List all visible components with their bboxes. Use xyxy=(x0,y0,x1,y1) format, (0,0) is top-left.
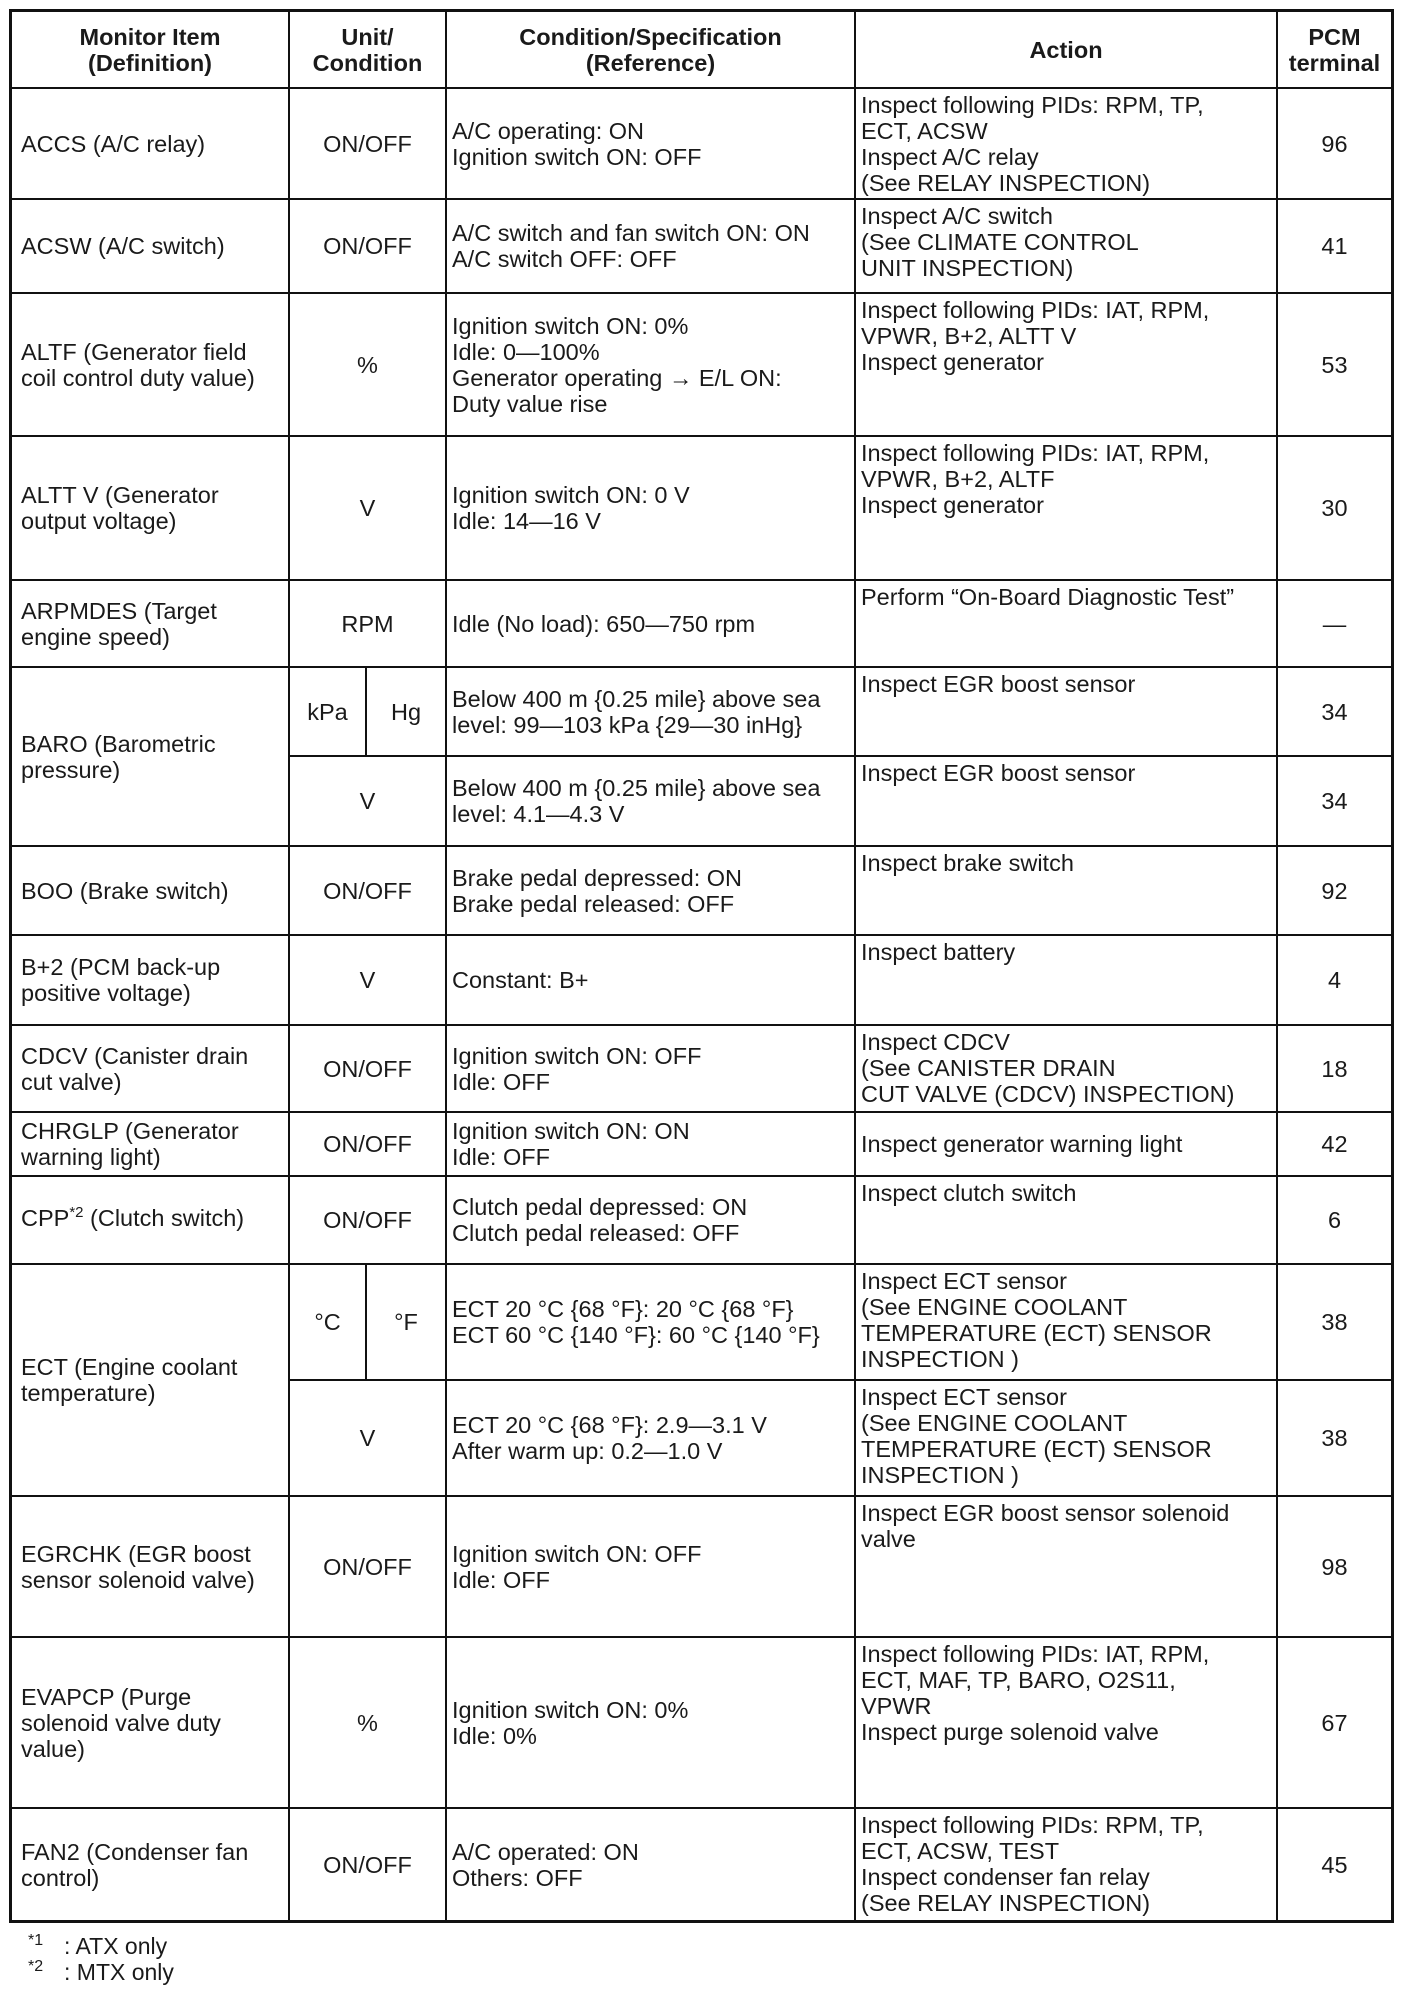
cdcv-action: Inspect CDCV (See CANISTER DRAIN CUT VALVE (CDCV) INSPECTION) xyxy=(861,1029,1235,1107)
cpp-terminal: 6 xyxy=(1327,1207,1342,1233)
fan2-unit: ON/OFF xyxy=(323,1851,412,1878)
arpmdes-terminal: — xyxy=(1322,610,1347,637)
accs-condition: A/C operating: ON Ignition switch ON: OFF xyxy=(452,117,702,170)
egrchk-action: Inspect EGR boost sensor solenoid valve xyxy=(861,1500,1230,1552)
b-plus-2-unit: V xyxy=(359,967,376,993)
table-cell xyxy=(367,668,445,755)
table-cell xyxy=(1278,936,1391,1024)
header-condition-specification: Condition/Specification (Reference) xyxy=(519,23,782,76)
ect-temp-action: Inspect ECT sensor (See ENGINE COOLANT TEMPERATURE (ECT) SENSOR INSPECTION ) xyxy=(861,1268,1212,1372)
table-cell xyxy=(12,1177,288,1263)
acsw-unit: ON/OFF xyxy=(323,233,412,259)
header-cell xyxy=(1278,12,1391,87)
footnote-1-mark: *1 xyxy=(28,1932,44,1949)
table-cell xyxy=(12,581,288,666)
egrchk-condition: Ignition switch ON: OFF Idle: OFF xyxy=(452,1540,702,1593)
ect-v-condition: ECT 20 °C {68 °F}: 2.9—3.1 V After warm up: 0.2—1.0 V xyxy=(452,1412,767,1464)
altt-v-terminal: 30 xyxy=(1321,495,1348,521)
table-cell xyxy=(856,1638,1276,1807)
table-cell xyxy=(856,581,1276,666)
monitor-item-table xyxy=(9,9,1394,1923)
table-cell xyxy=(290,581,445,666)
acsw-condition: A/C switch and fan switch ON: ON A/C switch OFF: OFF xyxy=(452,220,810,272)
table-cell xyxy=(290,294,445,435)
baro-v-action: Inspect EGR boost sensor xyxy=(861,760,1136,786)
table-cell xyxy=(856,668,1276,755)
table-cell xyxy=(1278,200,1391,292)
table-cell xyxy=(1278,1265,1391,1379)
table-cell xyxy=(1278,437,1391,579)
fan2-condition: A/C operated: ON Others: OFF xyxy=(452,1838,639,1891)
header-action: Action xyxy=(1029,36,1103,63)
table-cell xyxy=(447,1381,854,1495)
table-cell xyxy=(290,757,445,845)
arpmdes-unit: RPM xyxy=(341,610,394,637)
footnote-2-text: : MTX only xyxy=(64,1959,174,1985)
table-cell xyxy=(447,757,854,845)
table-cell xyxy=(290,1497,445,1636)
table-cell xyxy=(1278,668,1391,755)
b-plus-2-item: B+2 (PCM back-up positive voltage) xyxy=(21,954,221,1006)
table-cell xyxy=(856,757,1276,845)
table-cell xyxy=(12,294,288,435)
table-cell xyxy=(447,89,854,198)
chrglp-item: CHRGLP (Generator warning light) xyxy=(21,1118,239,1170)
chrglp-terminal: 42 xyxy=(1321,1131,1348,1157)
cdcv-unit: ON/OFF xyxy=(323,1055,412,1082)
table-cell xyxy=(1278,1381,1391,1495)
ect-v-action: Inspect ECT sensor (See ENGINE COOLANT TEMPERATURE (ECT) SENSOR INSPECTION ) xyxy=(861,1384,1212,1488)
cpp-unit: ON/OFF xyxy=(323,1207,412,1233)
table-cell xyxy=(447,294,854,435)
table-cell xyxy=(856,437,1276,579)
baro-v-terminal: 34 xyxy=(1321,788,1348,814)
table-cell xyxy=(447,1177,854,1263)
acsw-item: ACSW (A/C switch) xyxy=(21,233,225,259)
ect-v-terminal: 38 xyxy=(1321,1425,1348,1451)
ect-unit-v: V xyxy=(359,1425,376,1451)
table-cell xyxy=(1278,581,1391,666)
footnote-2-mark: *2 xyxy=(28,1958,44,1975)
ect-unit-fahrenheit: °F xyxy=(394,1309,418,1335)
header-cell xyxy=(856,12,1276,87)
accs-unit: ON/OFF xyxy=(323,130,412,157)
accs-action: Inspect following PIDs: RPM, TP, ECT, ACSW Inspect A/C relay (See RELAY INSPECTION) xyxy=(861,92,1204,196)
accs-terminal: 96 xyxy=(1321,130,1348,157)
arpmdes-action: Perform “On-Board Diagnostic Test” xyxy=(861,584,1235,610)
table-cell xyxy=(12,1497,288,1636)
table-cell xyxy=(12,89,288,198)
footnotes xyxy=(28,1933,174,1985)
baro-kpa-terminal: 34 xyxy=(1321,698,1348,725)
table-cell xyxy=(12,1809,288,1920)
ect-temp-condition: ECT 20 °C {68 °F}: 20 °C {68 °F} ECT 60 °C {140 °F}: 60 °C {140 °F} xyxy=(452,1296,820,1348)
header-cell xyxy=(447,12,854,87)
table-cell xyxy=(1278,1177,1391,1263)
table-cell xyxy=(290,89,445,198)
chrglp-condition: Ignition switch ON: ON Idle: OFF xyxy=(452,1118,690,1170)
egrchk-item: EGRCHK (EGR boost sensor solenoid valve) xyxy=(21,1540,255,1593)
table-cell xyxy=(856,1026,1276,1111)
table-cell xyxy=(447,200,854,292)
table-cell xyxy=(290,437,445,579)
footnote-2 xyxy=(28,1959,174,1985)
cdcv-condition: Ignition switch ON: OFF Idle: OFF xyxy=(452,1042,702,1095)
arpmdes-condition: Idle (No load): 650—750 rpm xyxy=(452,610,756,637)
cdcv-item: CDCV (Canister drain cut valve) xyxy=(21,1042,249,1095)
header-cell xyxy=(12,12,288,87)
header-unit-condition: Unit/ Condition xyxy=(312,23,423,76)
boo-action: Inspect brake switch xyxy=(861,850,1074,876)
baro-unit-kpa: kPa xyxy=(307,698,348,725)
table-cell xyxy=(290,668,365,755)
table-cell xyxy=(447,1026,854,1111)
table-cell xyxy=(447,1638,854,1807)
baro-item: BARO (Barometric pressure) xyxy=(21,730,216,783)
chrglp-action: Inspect generator warning light xyxy=(861,1131,1183,1157)
table-cell xyxy=(447,668,854,755)
cpp-condition: Clutch pedal depressed: ON Clutch pedal released: OFF xyxy=(452,1194,748,1246)
egrchk-unit: ON/OFF xyxy=(323,1553,412,1580)
table-cell xyxy=(856,1177,1276,1263)
ect-unit-celsius: °C xyxy=(314,1309,341,1335)
table-cell xyxy=(290,936,445,1024)
fan2-item: FAN2 (Condenser fan control) xyxy=(21,1838,249,1891)
footnote-1-text: : ATX only xyxy=(64,1933,168,1959)
table-cell xyxy=(856,1265,1276,1379)
cpp-item-prefix: CPP xyxy=(21,1205,70,1231)
b-plus-2-action: Inspect battery xyxy=(861,939,1016,965)
altf-item: ALTF (Generator field coil control duty value) xyxy=(21,338,255,391)
table-cell xyxy=(12,1113,288,1175)
table-cell xyxy=(12,1026,288,1111)
header-cell xyxy=(290,12,445,87)
baro-unit-hg: Hg xyxy=(390,698,422,725)
table-cell xyxy=(447,437,854,579)
table-cell xyxy=(12,437,288,579)
table-cell xyxy=(856,294,1276,435)
evapcp-action: Inspect following PIDs: IAT, RPM, ECT, MAF, TP, BARO, O2S11, VPWR Inspect purge solenoid valve xyxy=(861,1641,1210,1745)
table-cell xyxy=(1278,1638,1391,1807)
evapcp-terminal: 67 xyxy=(1321,1709,1348,1736)
table-cell xyxy=(1278,1026,1391,1111)
table-cell xyxy=(1278,294,1391,435)
table-cell xyxy=(447,847,854,934)
table-cell xyxy=(290,1381,445,1495)
fan2-action: Inspect following PIDs: RPM, TP, ECT, ACSW, TEST Inspect condenser fan relay (See RELAY INSPECTION) xyxy=(861,1812,1204,1916)
altt-v-item: ALTT V (Generator output voltage) xyxy=(21,482,219,534)
table-cell xyxy=(12,1265,288,1495)
altf-condition: Ignition switch ON: 0% Idle: 0—100% Generator operating → E/L ON: Duty value rise xyxy=(452,312,782,417)
cpp-item xyxy=(21,1205,244,1235)
acsw-terminal: 41 xyxy=(1321,233,1348,259)
altt-v-action: Inspect following PIDs: IAT, RPM, VPWR, B+2, ALTF Inspect generator xyxy=(861,440,1210,518)
ect-temp-terminal: 38 xyxy=(1321,1309,1348,1335)
table-cell xyxy=(12,936,288,1024)
altf-action: Inspect following PIDs: IAT, RPM, VPWR, B+2, ALTT V Inspect generator xyxy=(861,297,1210,375)
table-cell xyxy=(1278,847,1391,934)
table-cell xyxy=(447,936,854,1024)
header-monitor-item: Monitor Item (Definition) xyxy=(79,23,221,76)
table-cell xyxy=(1278,89,1391,198)
baro-v-condition: Below 400 m {0.25 mile} above sea level: 4.1—4.3 V xyxy=(452,775,821,827)
boo-terminal: 92 xyxy=(1321,877,1348,904)
evapcp-condition: Ignition switch ON: 0% Idle: 0% xyxy=(452,1696,689,1749)
table-cell xyxy=(856,1809,1276,1920)
table-cell xyxy=(447,1113,854,1175)
table-cell xyxy=(1278,757,1391,845)
table-cell xyxy=(447,1497,854,1636)
table-cell xyxy=(12,1638,288,1807)
boo-condition: Brake pedal depressed: ON Brake pedal released: OFF xyxy=(452,864,742,917)
altf-unit: % xyxy=(357,351,378,378)
table-cell xyxy=(290,1026,445,1111)
evapcp-item: EVAPCP (Purge solenoid valve duty value) xyxy=(21,1683,221,1762)
boo-item: BOO (Brake switch) xyxy=(21,877,229,904)
boo-unit: ON/OFF xyxy=(323,877,412,904)
table-cell xyxy=(12,668,288,845)
b-plus-2-terminal: 4 xyxy=(1327,967,1342,993)
table-cell xyxy=(856,936,1276,1024)
table-cell xyxy=(290,200,445,292)
table-cell xyxy=(290,1638,445,1807)
table-cell xyxy=(447,1809,854,1920)
acsw-action: Inspect A/C switch (See CLIMATE CONTROL UNIT INSPECTION) xyxy=(861,203,1139,281)
cdcv-terminal: 18 xyxy=(1321,1055,1348,1082)
table-cell xyxy=(856,847,1276,934)
table-cell xyxy=(856,89,1276,198)
table-cell xyxy=(367,1265,445,1379)
table-cell xyxy=(290,1265,365,1379)
table-cell xyxy=(856,1113,1276,1175)
altt-v-condition: Ignition switch ON: 0 V Idle: 14—16 V xyxy=(452,482,690,534)
chrglp-unit: ON/OFF xyxy=(323,1131,412,1157)
altt-v-unit: V xyxy=(359,495,376,521)
cpp-action: Inspect clutch switch xyxy=(861,1180,1077,1206)
table-cell xyxy=(1278,1113,1391,1175)
table-cell xyxy=(290,847,445,934)
header-pcm-terminal: PCM terminal xyxy=(1288,23,1381,76)
table-cell xyxy=(856,1381,1276,1495)
accs-item: ACCS (A/C relay) xyxy=(21,130,206,157)
table-cell xyxy=(447,1265,854,1379)
b-plus-2-condition: Constant: B+ xyxy=(452,967,589,993)
baro-kpa-condition: Below 400 m {0.25 mile} above sea level: 99—103 kPa {29—30 inHg} xyxy=(452,685,821,738)
baro-unit-v: V xyxy=(359,788,376,814)
evapcp-unit: % xyxy=(357,1709,378,1736)
ect-item: ECT (Engine coolant temperature) xyxy=(21,1354,238,1406)
table-cell xyxy=(290,1113,445,1175)
table-cell xyxy=(290,1177,445,1263)
fan2-terminal: 45 xyxy=(1321,1851,1348,1878)
table-cell xyxy=(856,1497,1276,1636)
table-cell xyxy=(447,581,854,666)
cpp-footnote-mark: *2 xyxy=(69,1204,84,1221)
table-cell xyxy=(12,847,288,934)
baro-kpa-action: Inspect EGR boost sensor xyxy=(861,671,1136,697)
table-cell xyxy=(12,200,288,292)
table-cell xyxy=(1278,1809,1391,1920)
table-cell xyxy=(856,200,1276,292)
egrchk-terminal: 98 xyxy=(1321,1553,1348,1580)
cpp-item-suffix: (Clutch switch) xyxy=(83,1205,245,1231)
arpmdes-item: ARPMDES (Target engine speed) xyxy=(21,597,217,650)
table-cell xyxy=(1278,1497,1391,1636)
altf-terminal: 53 xyxy=(1321,351,1348,378)
table-cell xyxy=(290,1809,445,1920)
